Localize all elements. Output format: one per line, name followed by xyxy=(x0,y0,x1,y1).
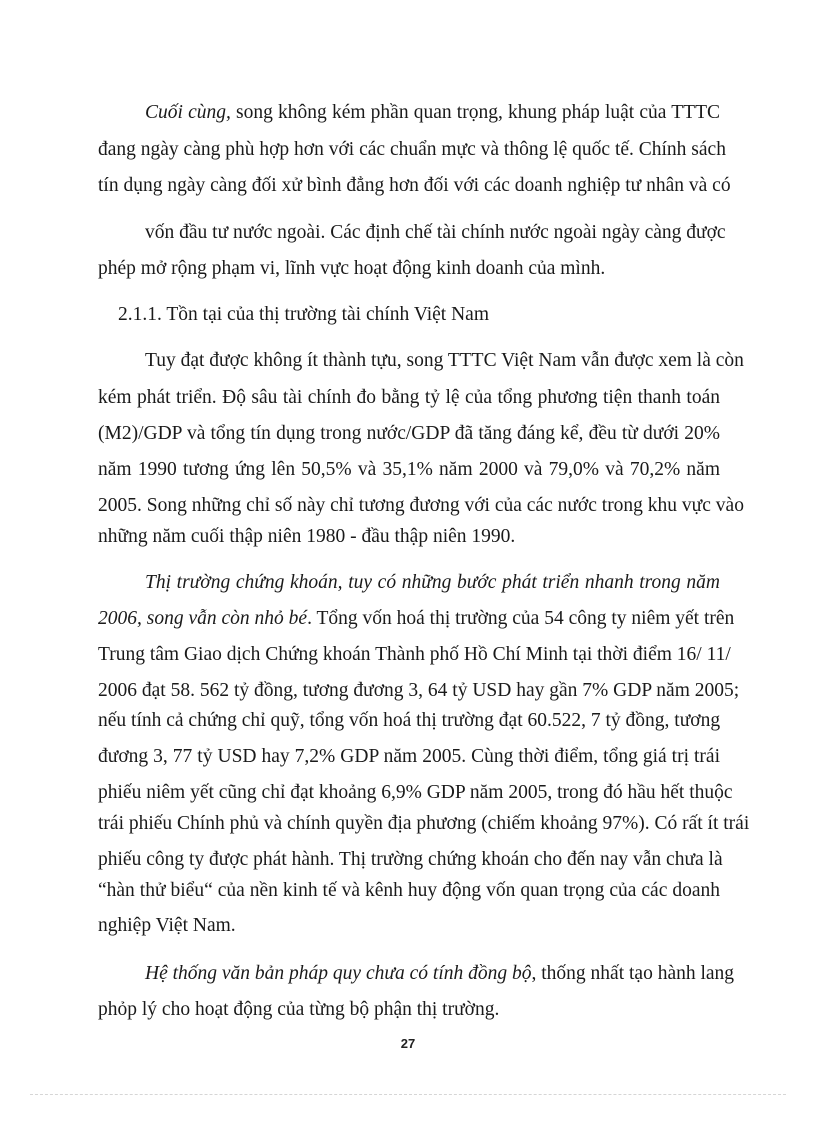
para1-italic-lead: Cuối cùng, xyxy=(145,102,231,123)
page-number: 27 xyxy=(400,1036,416,1051)
para4-line2: phỏp lý cho hoạt động của từng bộ phận thị trường. xyxy=(98,999,500,1020)
footer-divider xyxy=(30,1094,786,1095)
para3-line11: nghiệp Việt Nam. xyxy=(98,915,236,936)
para4-italic-lead: Hệ thống văn bản pháp quy chưa có tính đồng bộ xyxy=(145,963,532,984)
para2-line2: kém phát triển. Độ sâu tài chính đo bằng tỷ lệ của tổng phương tiện thanh toán xyxy=(98,387,720,408)
para2-line6: những năm cuối thập niên 1980 - đầu thập niên 1990. xyxy=(98,526,516,547)
para3-italic-tail: 2006, song vẫn còn nhỏ bé xyxy=(98,608,308,629)
para3-line7: phiếu niêm yết cũng chỉ đạt khoảng 6,9% GDP năm 2005, trong đó hầu hết thuộc xyxy=(98,782,733,803)
para3-line9: phiếu công ty được phát hành. Thị trường chứng khoán cho đến nay vẫn chưa là xyxy=(98,849,723,870)
para2-line3: (M2)/GDP và tổng tín dụng trong nước/GDP đã tăng đáng kể, đều từ dưới 20% xyxy=(98,423,720,444)
para1-line5: phép mở rộng phạm vi, lĩnh vực hoạt động kinh doanh của mình. xyxy=(98,258,606,279)
para3-line1: Thị trường chứng khoán, tuy có những bước phát triển nhanh trong năm xyxy=(145,572,720,593)
para3-line8: trái phiếu Chính phủ và chính quyền địa phương (chiếm khoảng 97%). Có rất ít trái xyxy=(98,813,750,834)
para1-line1-text: song không kém phần quan trọng, khung pháp luật của TTTC xyxy=(230,102,720,123)
para1-line2: đang ngày càng phù hợp hơn với các chuẩn mực và thông lệ quốc tế. Chính sách xyxy=(98,139,726,160)
para3-line2-text: . Tổng vốn hoá thị trường của 54 công ty niêm yết trên xyxy=(307,608,735,629)
para2-line5: 2005. Song những chỉ số này chỉ tương đương với của các nước trong khu vực vào xyxy=(98,495,744,516)
para1-line3: tín dụng ngày càng đối xử bình đẳng hơn đối với các doanh nghiệp tư nhân và có xyxy=(98,175,731,196)
para4-line1 xyxy=(145,962,735,986)
para3-line4: 2006 đạt 58. 562 tỷ đồng, tương đương 3, 64 tỷ USD hay gần 7% GDP năm 2005; xyxy=(98,680,740,701)
para1-line1 xyxy=(98,101,720,125)
para3-line2 xyxy=(98,607,735,631)
section-heading: 2.1.1. Tồn tại của thị trường tài chính Việt Nam xyxy=(118,304,490,325)
para3-line6: đương 3, 77 tỷ USD hay 7,2% GDP năm 2005. Cùng thời điểm, tổng giá trị trái xyxy=(98,746,720,767)
para1-line4: vốn đầu tư nước ngoài. Các định chế tài chính nước ngoài ngày càng được xyxy=(145,222,726,243)
para3-line3: Trung tâm Giao dịch Chứng khoán Thành phố Hồ Chí Minh tại thời điểm 16/ 11/ xyxy=(98,644,731,665)
para2-line4: năm 1990 tương ứng lên 50,5% và 35,1% năm 2000 và 79,0% và 70,2% năm xyxy=(98,459,720,480)
para2-line1: Tuy đạt được không ít thành tựu, song TTTC Việt Nam vẫn được xem là còn xyxy=(145,350,744,371)
para3-line5: nếu tính cả chứng chỉ quỹ, tổng vốn hoá thị trường đạt 60.522, 7 tỷ đồng, tương xyxy=(98,710,721,731)
para4-line1-text: , thống nhất tạo hành lang xyxy=(531,963,735,984)
para3-line10: “hàn thử biểu“ của nền kinh tế và kênh huy động vốn quan trọng của các doanh xyxy=(98,880,720,901)
